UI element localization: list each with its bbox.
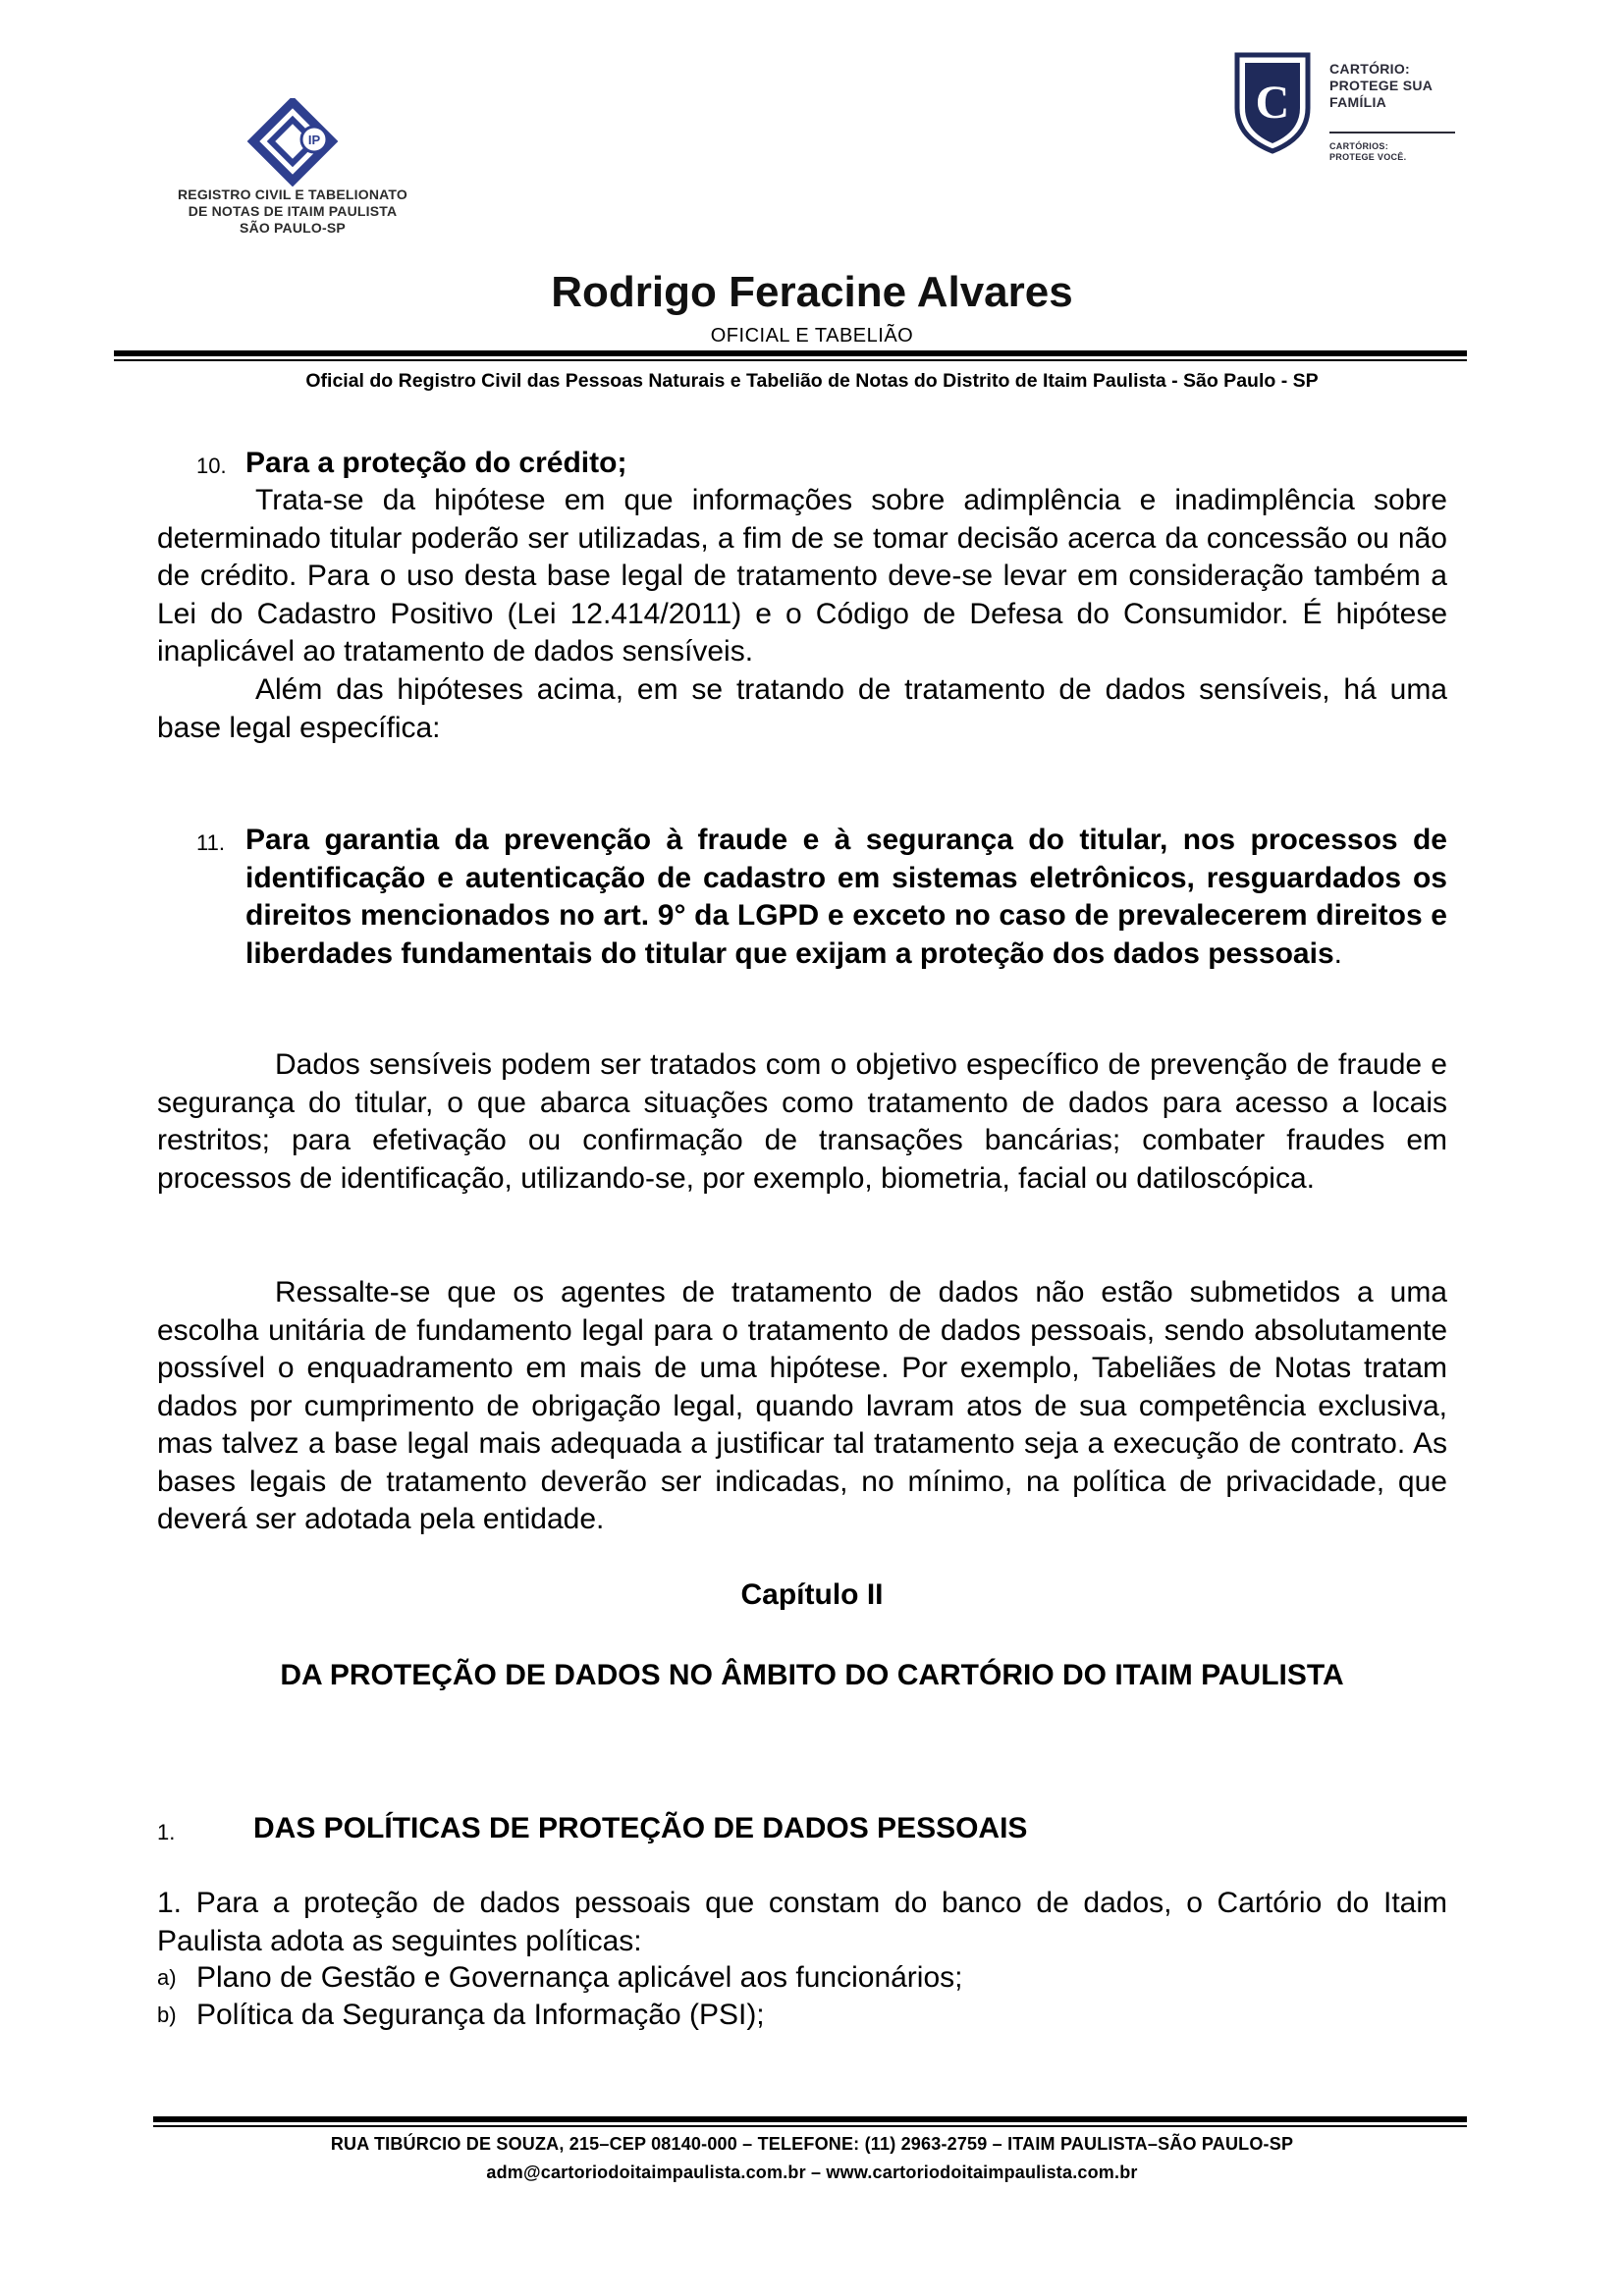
footer-rule-thick [153,2116,1467,2122]
registry-logo-line1: REGISTRO CIVIL E TABELIONATO [177,187,408,202]
item-11-number: 11. [196,830,225,855]
registry-logo-line3: SÃO PAULO-SP [240,220,346,236]
officer-name: Rodrigo Feracine Alvares [551,268,1073,316]
section-1-paragraph: 1. Para a proteção de dados pessoais que constam do banco de dados, o Cartório do Itaim Paulista adota as seguintes políticas: [157,1887,1447,1957]
item-10-paragraph-1: Trata-se da hipótese em que informações sobre adimplência e inadimplência sobre determinado titular poderão ser utilizadas, a fim de se tomar decisão acerca da concessão ou não de crédito. Para o uso desta base legal de tratamento deve-se levar em consideração também a Lei do Cadastro Positivo (Lei 12.414/2011) e o Código de Defesa do Consumidor. É hipótese inaplicável ao tratamento de dados sensíveis. [157,484,1447,667]
registry-logo-line2: DE NOTAS DE ITAIM PAULISTA [188,203,398,219]
item-11-paragraph-1: Dados sensíveis podem ser tratados com o objetivo específico de prevenção de fraude e segurança do titular, o que abarca situações como tratamento de dados para acesso a locais restritos; para efetivação ou confirmação de transações bancárias; combater fraudes em processos de identificação, utilizando-se, por exemplo, biometria, facial ou datiloscópica. [157,1048,1447,1195]
campaign-subtitle-line1: CARTÓRIOS: [1329,141,1388,151]
shield-letter: C [1255,77,1290,129]
list-item-b-text: Política da Segurança da Informação (PSI); [196,1999,765,2031]
footer-address: RUA TIBÚRCIO DE SOUZA, 215–CEP 08140-000 – TELEFONE: (11) 2963-2759 – ITAIM PAULISTA–SÃO PAULO-SP [330,2134,1294,2154]
campaign-title [1329,61,1433,111]
chapter-title: DA PROTEÇÃO DE DADOS NO ÂMBITO DO CARTÓRIO DO ITAIM PAULISTA [280,1659,1344,1691]
section-1-number: 1. [157,1820,176,1844]
item-10-title: Para a proteção do crédito; [245,447,627,479]
item-11-paragraph-2: Ressalte-se que os agentes de tratamento de dados não estão submetidos a uma escolha unitária de fundamento legal para o tratamento de dados pessoais, sendo absolutamente possível o enquadramento em mais de uma hipótese. Por exemplo, Tabeliães de Notas tratam dados por cumprimento de obrigação legal, quando lavram atos de sua competência exclusiva, mas talvez a base legal mais adequada a justificar tal tratamento seja a execução de contrato. As bases legais de tratamento deverão ser indicadas, no mínimo, na política de privacidade, que deverá ser adotada pela entidade. [157,1276,1447,1535]
list-item-b-label: b) [157,2002,177,2027]
section-1-title: DAS POLÍTICAS DE PROTEÇÃO DE DADOS PESSOAIS [253,1812,1028,1844]
shield-icon [1231,49,1314,155]
item-11-title-end: . [1333,936,1342,970]
campaign-divider [1329,132,1455,133]
header-rule-thin [114,359,1467,361]
list-item-a-label: a) [157,1965,177,1990]
chapter-label: Capítulo II [740,1578,884,1611]
campaign-logo [1231,49,1467,167]
campaign-subtitle-line2: PROTEGE VOCÊ. [1329,152,1407,162]
campaign-subtitle [1329,141,1406,163]
officer-role: OFICIAL E TABELIÃO [710,325,914,347]
footer-rule-thin [153,2125,1467,2127]
svg-text:IP: IP [307,133,321,147]
registry-logo [165,98,420,237]
item-11-title-text: Para garantia da prevenção à fraude e à segurança do titular, nos processos de identificação e autenticação de cadastro em sistemas eletrônicos, resguardados os direitos mencionados no art. 9° da LGPD e exceto no caso de prevalecerem direitos e liberdades fundamentais do titular que exijam a proteção dos dados pessoais [245,824,1447,970]
list-item-a-text: Plano de Gestão e Governança aplicável aos funcionários; [196,1961,963,1994]
campaign-title-line2: PROTEGE SUA [1329,78,1434,93]
registry-diamond-icon [245,98,340,187]
campaign-title-line1: CARTÓRIO: [1329,61,1411,77]
item-10-paragraph-2: Além das hipóteses acima, em se tratando de tratamento de dados sensíveis, há uma base legal específica: [157,673,1447,744]
header-rule-thick [114,350,1467,356]
item-10-number: 10. [196,454,227,478]
footer-contact: adm@cartoriodoitaimpaulista.com.br – www.cartoriodoitaimpaulista.com.br [486,2163,1138,2182]
campaign-title-line3: FAMÍLIA [1329,94,1387,110]
header-subtitle: Oficial do Registro Civil das Pessoas Naturais e Tabelião de Notas do Distrito de Itaim Paulista - São Paulo - SP [305,370,1319,392]
item-11-title [245,822,1447,973]
